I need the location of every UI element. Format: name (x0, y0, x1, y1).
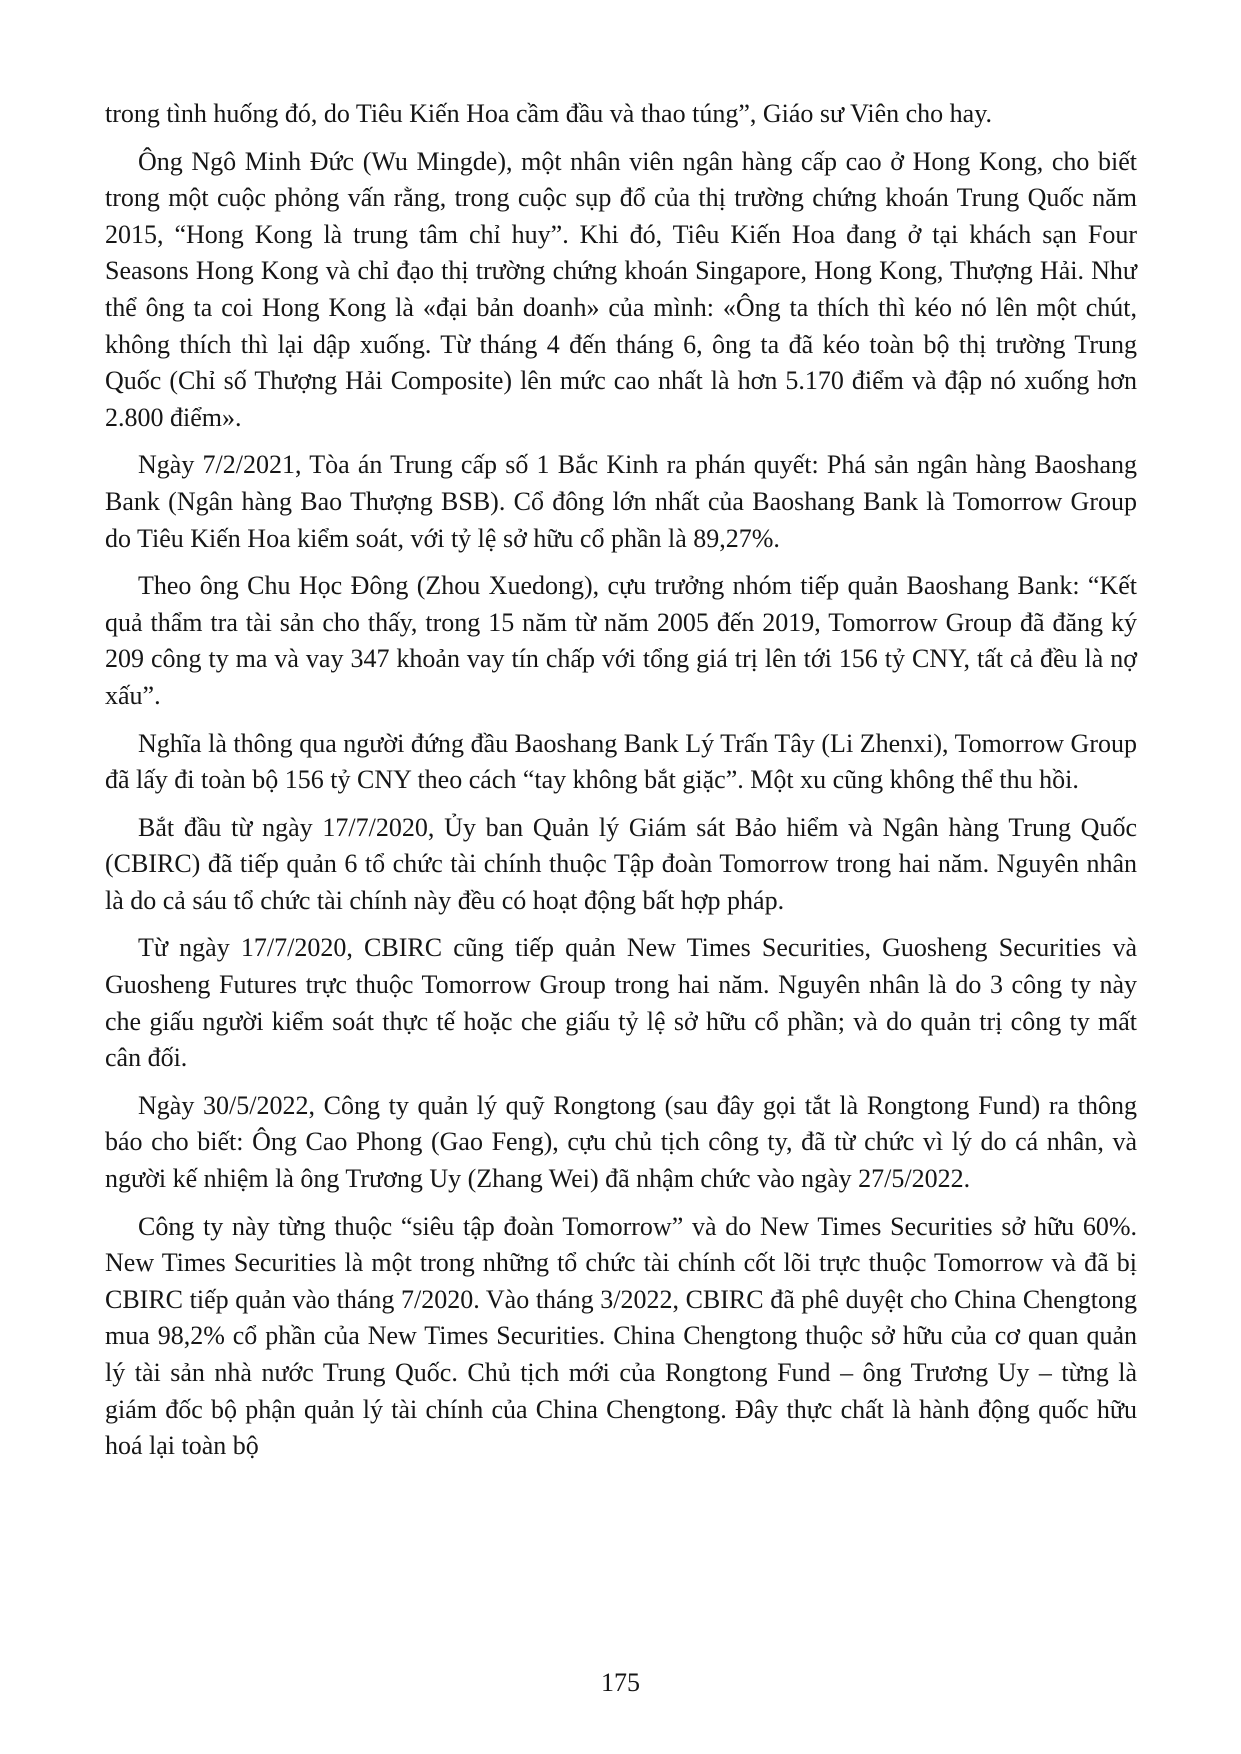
page-body-text (105, 96, 1137, 1465)
paragraph: Ông Ngô Minh Đức (Wu Mingde), một nhân viên ngân hàng cấp cao ở Hong Kong, cho biết trong một cuộc phỏng vấn rằng, trong cuộc sụp đổ của thị trường chứng khoán Trung Quốc năm 2015, “Hong Kong là trung tâm chỉ huy”. Khi đó, Tiêu Kiến Hoa đang ở tại khách sạn Four Seasons Hong Kong và chỉ đạo thị trường chứng khoán Singapore, Hong Kong, Thượng Hải. Như thể ông ta coi Hong Kong là «đại bản doanh» của mình: «Ông ta thích thì kéo nó lên một chút, không thích thì lại dập xuống. Từ tháng 4 đến tháng 6, ông ta đã kéo toàn bộ thị trường Trung Quốc (Chỉ số Thượng Hải Composite) lên mức cao nhất là hơn 5.170 điểm và đập nó xuống hơn 2.800 điểm». (105, 146, 1137, 432)
paragraph: Ngày 7/2/2021, Tòa án Trung cấp số 1 Bắc Kinh ra phán quyết: Phá sản ngân hàng Baoshang Bank (Ngân hàng Bao Thượng BSB). Cổ đông lớn nhất của Baoshang Bank là Tomorrow Group do Tiêu Kiến Hoa kiểm soát, với tỷ lệ sở hữu cổ phần là 89,27%. (105, 450, 1137, 553)
page-number: 175 (601, 1668, 640, 1697)
paragraph: Công ty này từng thuộc “siêu tập đoàn Tomorrow” và do New Times Securities sở hữu 60%. New Times Securities là một trong những tổ chức tài chính cốt lõi trực thuộc Tomorrow và đã bị CBIRC tiếp quản vào tháng 7/2020. Vào tháng 3/2022, CBIRC đã phê duyệt cho China Chengtong mua 98,2% cổ phần của New Times Securities. China Chengtong thuộc sở hữu của cơ quan quản lý tài sản nhà nước Trung Quốc. Chủ tịch mới của Rongtong Fund – ông Trương Uy – từng là giám đốc bộ phận quản lý tài chính của China Chengtong. Đây thực chất là hành động quốc hữu hoá lại toàn bộ (105, 1211, 1137, 1461)
paragraph: Từ ngày 17/7/2020, CBIRC cũng tiếp quản New Times Securities, Guosheng Securities và Guosheng Futures trực thuộc Tomorrow Group trong hai năm. Nguyên nhân là do 3 công ty này che giấu người kiểm soát thực tế hoặc che giấu tỷ lệ sở hữu cổ phần; và do quản trị công ty mất cân đối. (105, 933, 1137, 1073)
paragraph: Nghĩa là thông qua người đứng đầu Baoshang Bank Lý Trấn Tây (Li Zhenxi), Tomorrow Group đã lấy đi toàn bộ 156 tỷ CNY theo cách “tay không bắt giặc”. Một xu cũng không thể thu hồi. (105, 728, 1137, 795)
paragraph: Theo ông Chu Học Đông (Zhou Xuedong), cựu trưởng nhóm tiếp quản Baoshang Bank: “Kết quả thẩm tra tài sản cho thấy, trong 15 năm từ năm 2005 đến 2019, Tomorrow Group đã đăng ký 209 công ty ma và vay 347 khoản vay tín chấp với tổng giá trị lên tới 156 tỷ CNY, tất cả đều là nợ xấu”. (105, 571, 1137, 710)
paragraph: Bắt đầu từ ngày 17/7/2020, Ủy ban Quản lý Giám sát Bảo hiểm và Ngân hàng Trung Quốc (CBIRC) đã tiếp quản 6 tổ chức tài chính thuộc Tập đoàn Tomorrow trong hai năm. Nguyên nhân là do cả sáu tổ chức tài chính này đều có hoạt động bất hợp pháp. (105, 812, 1137, 915)
paragraph: Ngày 30/5/2022, Công ty quản lý quỹ Rongtong (sau đây gọi tắt là Rongtong Fund) ra thông báo cho biết: Ông Cao Phong (Gao Feng), cựu chủ tịch công ty, đã từ chức vì lý do cá nhân, và người kế nhiệm là ông Trương Uy (Zhang Wei) đã nhậm chức vào ngày 27/5/2022. (105, 1090, 1137, 1194)
paragraph-continuation: trong tình huống đó, do Tiêu Kiến Hoa cầm đầu và thao túng”, Giáo sư Viên cho hay. (105, 99, 993, 128)
